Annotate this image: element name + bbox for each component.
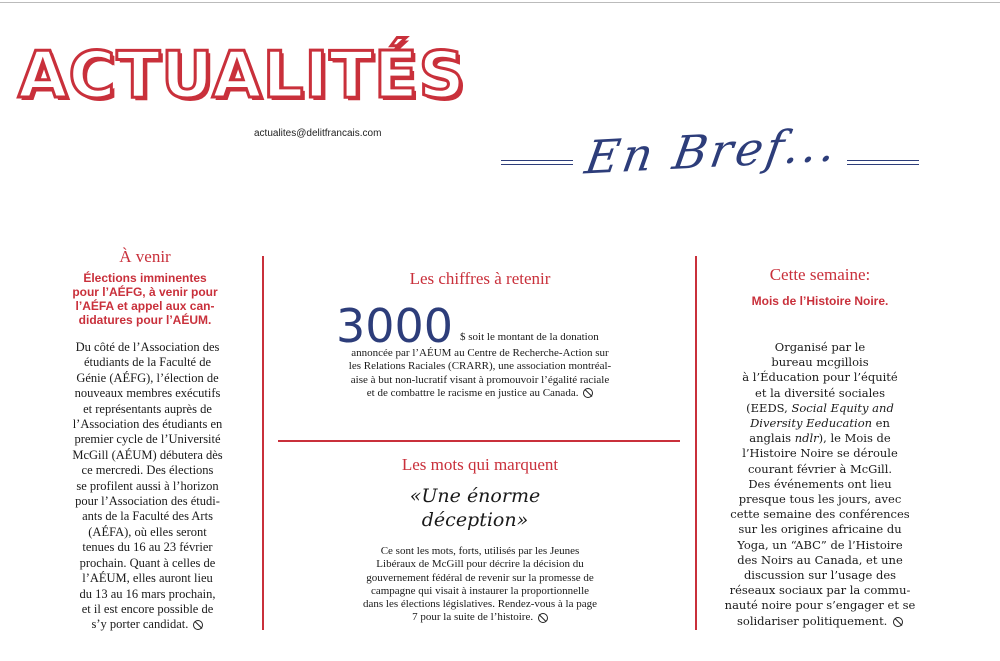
divider-right — [695, 256, 697, 630]
left-body: Du côté de l’Association des étudiants de la Faculté de Génie (AÉFG), l’élection de nouveaux membres exécutifs et représentants auprès de l’Association des étudiants en premier cycle de l’Université McGill (AÉUM) débutera dès ce mercredi. Des élections se profilent aussi à l’horizon pour l’Association des étudi- ants de la Faculté des Arts (AÉFA), où elles seront tenues du 16 au 23 février prochain. Quant à celles de l’AÉUM, elles auront lieu du 13 au 16 mars prochain, et il est encore possible de s’y porter candidat. — [72, 340, 223, 632]
divider-middle — [278, 440, 680, 442]
number-text-first: $ soit le montant de la donation — [460, 331, 599, 343]
middle-heading-top: Les chiffres à retenir — [409, 269, 551, 288]
divider-left — [262, 256, 264, 630]
stop-mark-icon — [538, 613, 548, 623]
bref-rule-right — [847, 160, 919, 161]
right-body: Organisé par le bureau mcgillois à l’Éducation pour l’équité et la diversité sociales (EEDS, Social Equity and Diversity Eeducation en anglais ndlr), le Mois de l’Histoire Noire se déroule courant février à McGill. Des événements ont lieu presque tous les jours, avec cette semaine des conférences sur les origines africaine du Yoga, un “ABC” de l’Histoire des Noirs au Canada, et une discussion sur l’usage des réseaux sociaux par la commu- nauté noire pour s’engager et se solidariser politiquement. — [724, 340, 916, 628]
big-number: 3000 — [336, 299, 454, 353]
stop-mark-icon — [193, 620, 203, 630]
top-rule — [0, 2, 1000, 3]
quote-text: Ce sont les mots, forts, utilisés par les Jeunes Libéraux de McGill pour décrire la décision du gouvernement fédéral de revenir sur la promesse de campagne qui visait à instaurer la proportionnelle dans les élections législatives. Rendez-vous à la page 7 pour la suite de l’histoire. — [363, 545, 597, 624]
section-masthead: ACTUALITÉS — [18, 39, 466, 113]
right-subheading: Mois de l’Histoire Noire. — [751, 294, 889, 308]
number-text: annoncée par l’AÉUM au Centre de Recherche-Action sur les Relations Raciales (CRARR), une association montréal- aise à but non-lucratif visant à promouvoir l’égalité raciale et de combattre le racisme en justice au Canada. — [348, 347, 612, 399]
middle-heading-bottom: Les mots qui marquent — [401, 455, 559, 474]
stop-mark-icon — [583, 388, 593, 398]
left-heading: À venir — [119, 247, 171, 266]
en-bref-banner — [495, 118, 925, 208]
section-email[interactable]: actualites@delitfrancais.com — [254, 128, 382, 139]
quote: «Une énorme déception» — [409, 485, 541, 531]
bref-rule-right-2 — [847, 164, 919, 165]
stop-mark-icon — [893, 617, 903, 627]
bref-rule-left-2 — [501, 164, 573, 165]
left-subheading: Élections imminentes pour l’AÉFG, à venir pour l’AÉFA et appel aux can- didatures pour l’AÉUM. — [72, 271, 218, 327]
bref-rule-left — [501, 160, 573, 161]
en-bref-title: En Bref... — [581, 117, 843, 185]
right-heading: Cette semaine: — [769, 265, 871, 284]
